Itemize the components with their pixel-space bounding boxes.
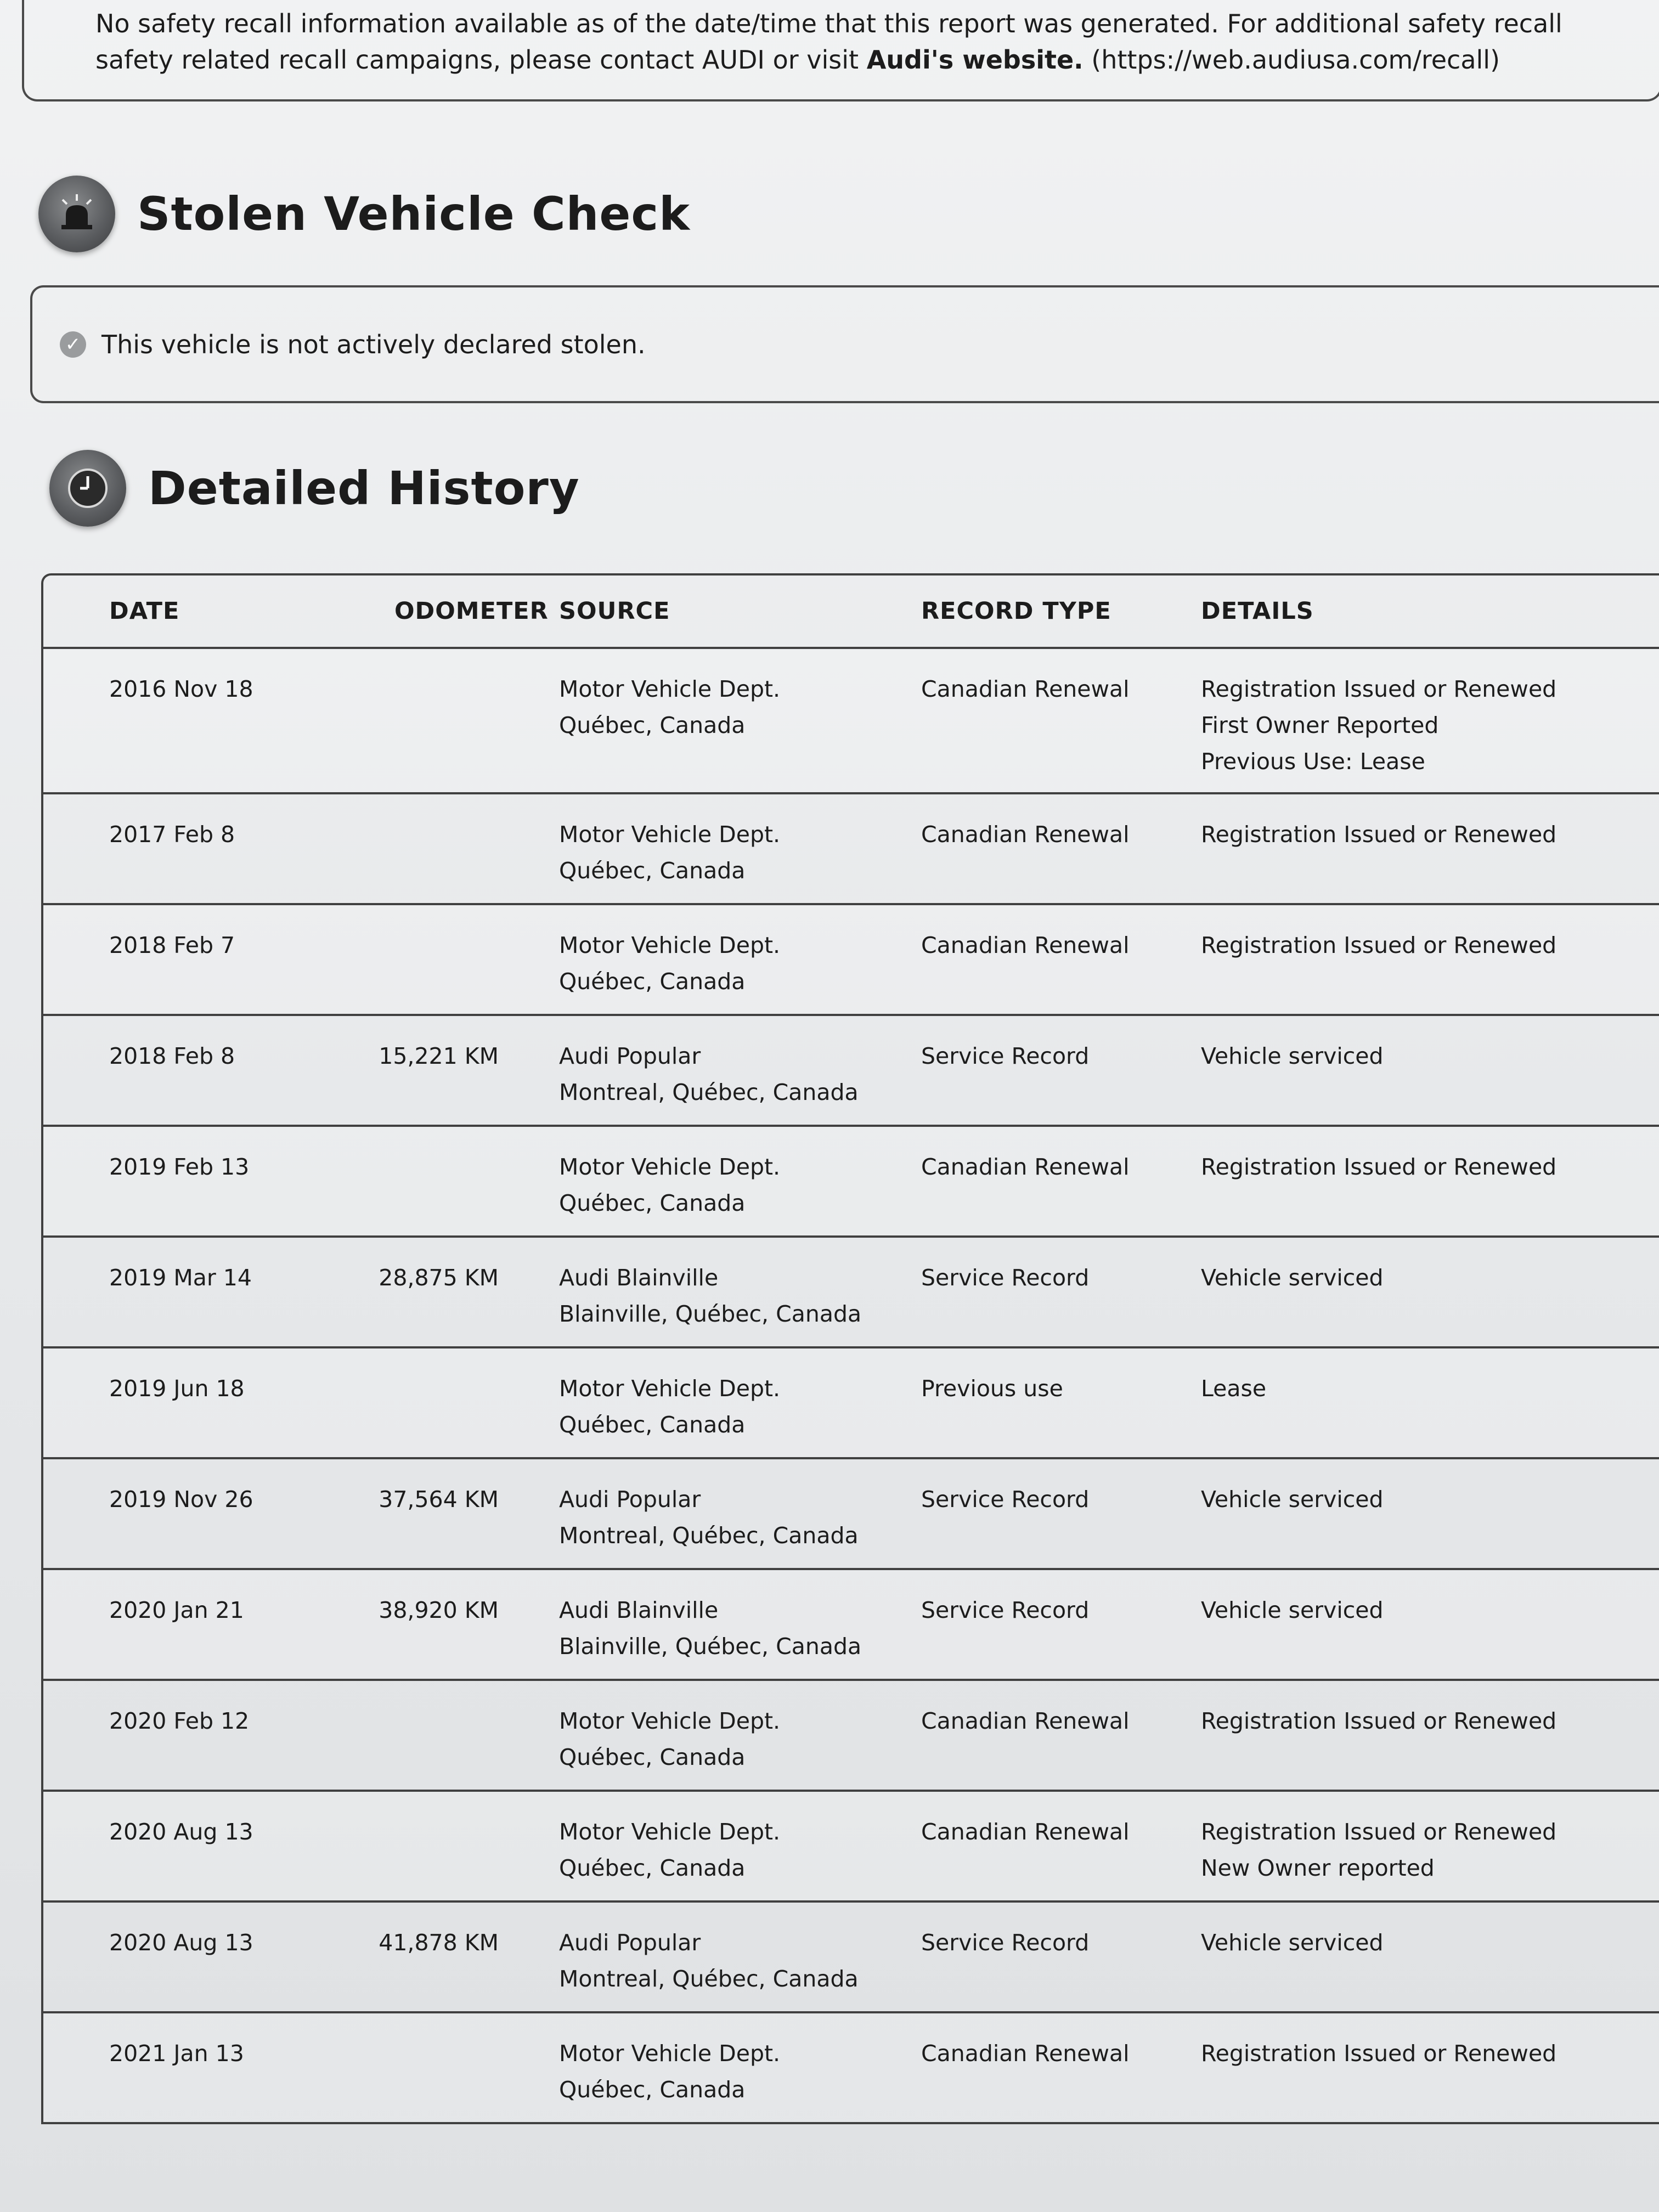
check-icon: ✓ [60,331,86,358]
cell-details [1184,927,1659,1014]
history-table [41,573,1659,2124]
cell-record-type: Canadian Renewal [921,676,1130,702]
cell-source [543,927,905,1014]
siren-icon [38,176,115,252]
cell-details-line: Lease [1201,1375,1267,1402]
table-row [43,1903,1659,2013]
table-body [43,649,1659,2124]
cell-source-line: Audi Popular [559,1043,701,1069]
table-row [43,1016,1659,1127]
column-header-date: DATE [109,597,180,625]
cell-source-line: Montreal, Québec, Canada [559,1522,859,1549]
table-row [43,2013,1659,2124]
cell-odometer [329,1814,543,1900]
cell-odometer [329,2035,543,2122]
stolen-status-box [30,285,1659,403]
cell-odometer: 37,564 KM [379,1486,499,1513]
cell-odometer: 41,878 KM [379,1929,499,1956]
stolen-check-header [38,176,690,252]
cell-source-line: Audi Blainville [559,1265,719,1291]
cell-source-line: Blainville, Québec, Canada [559,1633,862,1660]
cell-details [1184,1370,1659,1457]
cell-source [543,671,905,792]
table-row [43,1792,1659,1903]
detailed-history-header [49,450,580,527]
cell-odometer: 15,221 KM [379,1043,499,1069]
cell-details-line: First Owner Reported [1201,712,1439,738]
cell-source-line: Québec, Canada [559,712,746,738]
cell-source [543,1149,905,1235]
cell-source-line: Québec, Canada [559,1855,746,1881]
cell-record-type: Canadian Renewal [921,1708,1130,1734]
cell-source-line: Blainville, Québec, Canada [559,1301,862,1327]
cell-record-type: Previous use [921,1375,1063,1402]
cell-source-line: Montreal, Québec, Canada [559,1966,859,1992]
cell-odometer [329,1703,543,1790]
cell-source [543,816,905,903]
cell-date: 2020 Aug 13 [109,1929,253,1956]
cell-details [1184,671,1659,792]
cell-source [543,1481,905,1568]
cell-record-type: Canadian Renewal [921,821,1130,848]
cell-details-line: Registration Issued or Renewed [1201,2040,1557,2067]
column-header-record-type: RECORD TYPE [921,597,1111,625]
cell-details [1184,1149,1659,1235]
cell-source-line: Québec, Canada [559,1412,746,1438]
cell-odometer: 28,875 KM [379,1265,499,1291]
cell-details-line: Vehicle serviced [1201,1929,1384,1956]
column-header-odometer: ODOMETER [394,597,549,625]
cell-record-type: Service Record [921,1265,1090,1291]
cell-odometer [329,671,543,792]
cell-source [543,1592,905,1679]
cell-source [543,1703,905,1790]
cell-odometer [329,1149,543,1235]
cell-details [1184,1038,1659,1125]
table-row [43,905,1659,1016]
cell-details-line: Registration Issued or Renewed [1201,1154,1557,1180]
cell-source-line: Motor Vehicle Dept. [559,1819,781,1845]
cell-record-type: Service Record [921,1043,1090,1069]
cell-source-line: Motor Vehicle Dept. [559,821,781,848]
column-header-source: SOURCE [559,597,670,625]
cell-source-line: Québec, Canada [559,857,746,884]
cell-source-line: Motor Vehicle Dept. [559,676,781,702]
cell-source-line: Audi Popular [559,1486,701,1513]
recall-text: safety related recall campaigns, please contact AUDI or visit [95,45,867,75]
cell-details [1184,1481,1659,1568]
recall-line-1: No safety recall information available as of the date/time that this report was generated. For additional safety recall [95,9,1562,38]
cell-odometer: 38,920 KM [379,1597,499,1623]
cell-record-type: Service Record [921,1597,1090,1623]
cell-date: 2020 Jan 21 [109,1597,244,1623]
detailed-history-title: Detailed History [148,461,580,515]
cell-details-line: Vehicle serviced [1201,1043,1384,1069]
cell-details-line: Vehicle serviced [1201,1265,1384,1291]
cell-source-line: Audi Popular [559,1929,701,1956]
stolen-check-title: Stolen Vehicle Check [137,187,691,241]
cell-source [543,2035,905,2122]
cell-source [543,1260,905,1346]
cell-record-type: Canadian Renewal [921,2040,1130,2067]
recall-line-2 [95,42,1659,78]
cell-record-type: Service Record [921,1929,1090,1956]
cell-details-line: Previous Use: Lease [1201,748,1425,775]
cell-date: 2020 Aug 13 [109,1819,253,1845]
cell-details [1184,1592,1659,1679]
cell-source-line: Québec, Canada [559,968,746,995]
cell-source-line: Motor Vehicle Dept. [559,2040,781,2067]
cell-odometer [329,1370,543,1457]
table-row [43,649,1659,794]
cell-source-line: Québec, Canada [559,1744,746,1770]
cell-date: 2019 Nov 26 [109,1486,253,1513]
recall-info-box [22,0,1659,101]
table-row [43,794,1659,905]
cell-record-type: Service Record [921,1486,1090,1513]
cell-date: 2017 Feb 8 [109,821,235,848]
cell-date: 2016 Nov 18 [109,676,253,702]
table-row [43,1348,1659,1459]
cell-date: 2021 Jan 13 [109,2040,244,2067]
cell-details-line: New Owner reported [1201,1855,1435,1881]
cell-details [1184,1925,1659,2011]
cell-details [1184,1814,1659,1900]
cell-source-line: Motor Vehicle Dept. [559,1708,781,1734]
cell-date: 2019 Jun 18 [109,1375,245,1402]
recall-url[interactable]: (https://web.audiusa.com/recall) [1083,45,1500,75]
cell-source [543,1814,905,1900]
cell-details-line: Registration Issued or Renewed [1201,932,1557,958]
table-header-row [43,575,1659,649]
cell-details-line: Registration Issued or Renewed [1201,676,1557,702]
cell-date: 2018 Feb 7 [109,932,235,958]
table-row [43,1570,1659,1681]
cell-record-type: Canadian Renewal [921,1154,1130,1180]
cell-details-line: Vehicle serviced [1201,1597,1384,1623]
cell-source-line: Québec, Canada [559,1190,746,1216]
table-row [43,1681,1659,1792]
cell-details [1184,1703,1659,1790]
cell-details-line: Registration Issued or Renewed [1201,821,1557,848]
cell-source [543,1038,905,1125]
cell-source [543,1925,905,2011]
cell-details [1184,816,1659,903]
cell-details-line: Registration Issued or Renewed [1201,1708,1557,1734]
cell-source-line: Montreal, Québec, Canada [559,1079,859,1105]
table-row [43,1127,1659,1238]
cell-date: 2019 Mar 14 [109,1265,252,1291]
table-row [43,1238,1659,1348]
cell-source-line: Motor Vehicle Dept. [559,1375,781,1402]
audi-website-link[interactable]: Audi's website. [866,45,1084,75]
cell-details [1184,2035,1659,2122]
clock-icon [49,450,126,527]
cell-source-line: Québec, Canada [559,2076,746,2103]
cell-source-line: Motor Vehicle Dept. [559,1154,781,1180]
cell-odometer [329,927,543,1014]
cell-date: 2020 Feb 12 [109,1708,250,1734]
cell-details-line: Registration Issued or Renewed [1201,1819,1557,1845]
column-header-details: DETAILS [1201,597,1314,625]
table-row [43,1459,1659,1570]
cell-date: 2019 Feb 13 [109,1154,250,1180]
cell-date: 2018 Feb 8 [109,1043,235,1069]
cell-odometer [329,816,543,903]
cell-record-type: Canadian Renewal [921,1819,1130,1845]
cell-details [1184,1260,1659,1346]
stolen-status-text: This vehicle is not actively declared stolen. [101,329,646,359]
cell-details-line: Vehicle serviced [1201,1486,1384,1513]
cell-source [543,1370,905,1457]
cell-record-type: Canadian Renewal [921,932,1130,958]
cell-source-line: Motor Vehicle Dept. [559,932,781,958]
cell-source-line: Audi Blainville [559,1597,719,1623]
